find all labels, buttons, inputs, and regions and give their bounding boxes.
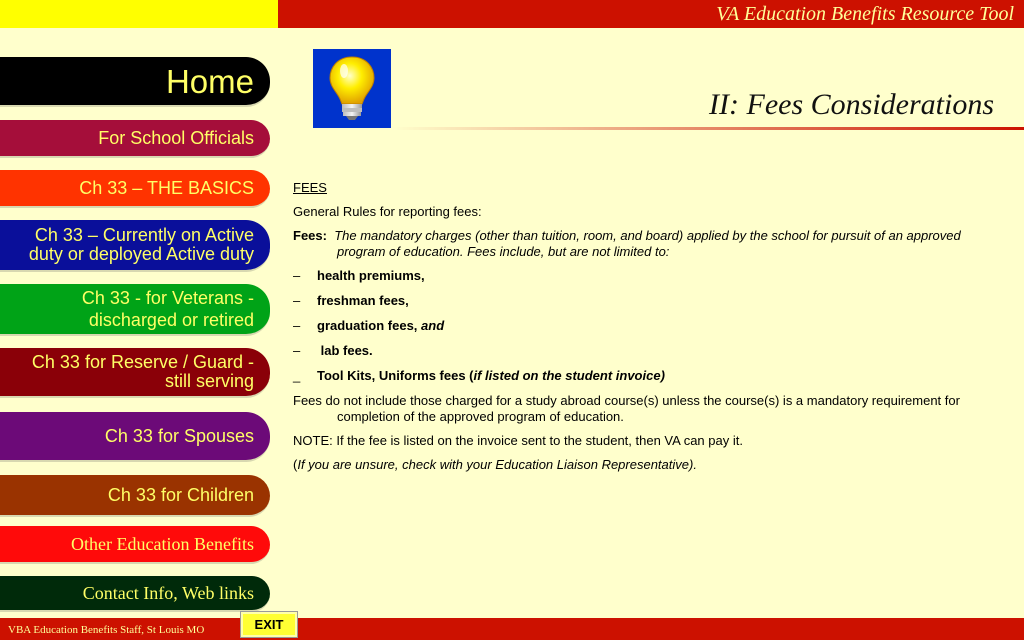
nav-ch33-veterans-line2: discharged or retired (88, 310, 254, 330)
fees-label: Fees: (293, 228, 327, 243)
fees-definition-paragraph (293, 228, 983, 260)
footer-credit: VBA Education Benefits Staff, St Louis MO (8, 624, 205, 636)
nav-ch33-reserve-guard-line2: still serving (164, 371, 254, 391)
nav-ch33-veterans-line1: Ch 33 - for Veterans - (81, 288, 254, 308)
nav-contact-info[interactable] (0, 576, 270, 612)
app-title: VA Education Benefits Resource Tool (716, 3, 1014, 25)
bullet-dash: – (293, 343, 301, 358)
title-divider (392, 127, 1024, 130)
list-item (293, 368, 983, 384)
bullet-dash: – (293, 318, 301, 333)
nav-home[interactable] (0, 57, 270, 107)
bullet-text: freshman fees, (317, 293, 409, 308)
content-area (293, 180, 983, 481)
nav-ch33-spouses-label: Ch 33 for Spouses (104, 425, 254, 446)
bullet-dash: – (293, 293, 301, 308)
bullet-dash: – (293, 268, 301, 283)
nav-ch33-active-duty-line2: duty or deployed Active duty (28, 244, 254, 264)
nav-ch33-basics[interactable] (0, 170, 270, 208)
nav-ch33-reserve-guard[interactable] (0, 348, 270, 398)
nav-ch33-children-label: Ch 33 for Children (107, 484, 254, 505)
bullet-emphasis: and (421, 318, 445, 333)
list-item (293, 343, 983, 359)
nav-ch33-active-duty[interactable] (0, 220, 270, 272)
nav-ch33-reserve-guard-line1: Ch 33 for Reserve / Guard - (31, 352, 254, 372)
bullet-emphasis: if listed on the student invoice) (473, 368, 665, 383)
nav-other-education-benefits[interactable] (0, 526, 270, 564)
header-yellow-block (0, 0, 278, 28)
liaison-open-paren: ( (293, 457, 298, 472)
bullet-text: Tool Kits, Uniforms fees ( (317, 368, 474, 383)
exclusion-text: Fees do not include those charged for a study abroad course(s) unless the course(s) is a mandatory requirement for completion of the approved program of education. (293, 393, 960, 424)
nav-other-education-benefits-label: Other Education Benefits (71, 533, 254, 554)
list-item (293, 293, 983, 309)
bullet-text: graduation fees, (317, 318, 422, 333)
nav-ch33-active-duty-line1: Ch 33 – Currently on Active (34, 225, 254, 245)
lightbulb-icon (313, 49, 391, 128)
nav-ch33-veterans[interactable] (0, 284, 270, 336)
nav-school-officials[interactable] (0, 120, 270, 158)
exit-button-label: EXIT (254, 617, 284, 632)
fees-definition: The mandatory charges (other than tuition, room, and board) applied by the school for pursuit of an approved program of education. Fees include, but are not limited to: (334, 228, 961, 259)
liaison-paragraph (293, 457, 983, 473)
exit-button[interactable] (240, 611, 298, 638)
intro-text: General Rules for reporting fees: (293, 204, 482, 219)
note-text: NOTE: If the fee is listed on the invoice sent to the student, then VA can pay it. (293, 433, 743, 448)
nav-contact-info-label: Contact Info, Web links (82, 582, 254, 603)
bullet-text: lab fees. (317, 343, 373, 358)
nav-ch33-spouses[interactable] (0, 412, 270, 462)
nav-home-label: Home (165, 62, 254, 100)
bullet-text: health premiums, (317, 268, 425, 283)
bullet-dash: _ (293, 368, 301, 383)
list-item (293, 268, 983, 284)
nav-ch33-children[interactable] (0, 475, 270, 517)
page-title: II: Fees Considerations (709, 88, 994, 121)
nav-school-officials-label: For School Officials (98, 127, 254, 148)
nav-ch33-basics-label: Ch 33 – THE BASICS (79, 177, 254, 198)
section-heading: FEES (293, 180, 327, 195)
liaison-text: If you are unsure, check with your Education Liaison Representative). (297, 457, 697, 472)
list-item (293, 318, 983, 334)
